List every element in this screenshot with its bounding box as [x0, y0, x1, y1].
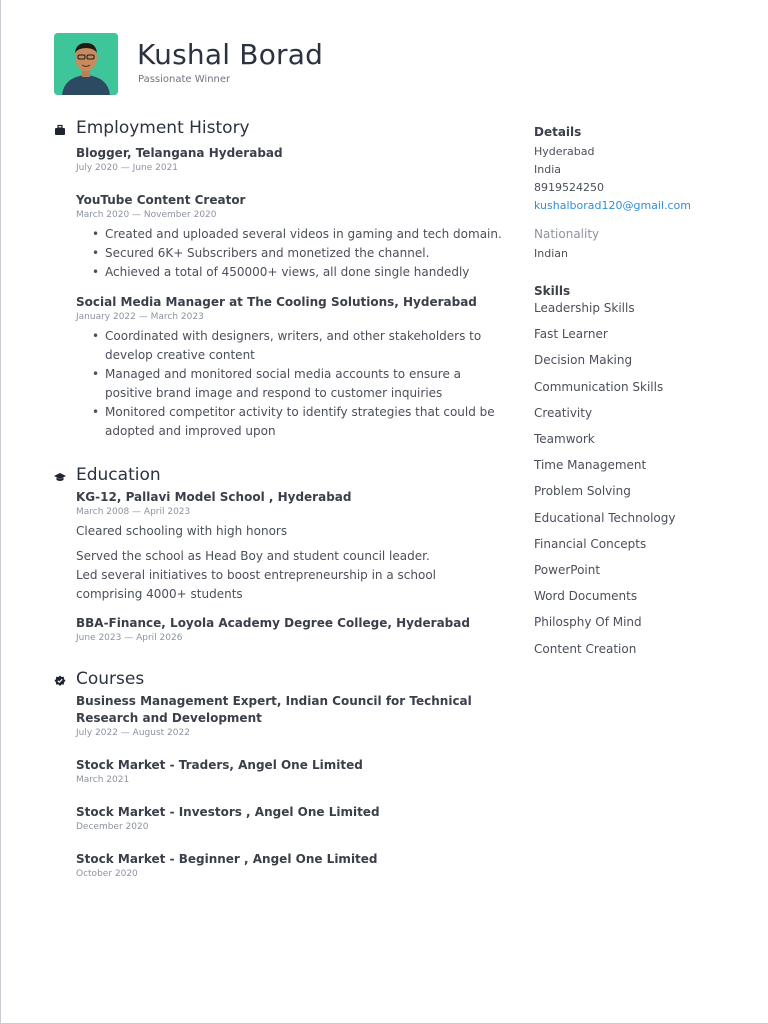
- skill-item: Content Creation: [534, 641, 637, 656]
- bullet-list: [76, 327, 505, 441]
- employment-entry: [76, 294, 514, 441]
- skill-item: Teamwork: [534, 432, 595, 447]
- bullet-item: • Managed and monitored social media accounts to ensure a positive brand image and respond to customer inquiries: [105, 365, 505, 403]
- nationality-label: Nationality: [534, 227, 600, 241]
- avatar: [54, 33, 118, 95]
- employment-entry: [76, 192, 514, 282]
- skill-item: Communication Skills: [534, 379, 664, 394]
- main-column: [54, 118, 514, 881]
- course-entry: [76, 804, 514, 834]
- entry-date: October 2020: [76, 869, 138, 879]
- profile-photo-icon: [54, 33, 118, 95]
- skill-item: Leadership Skills: [534, 301, 635, 315]
- graduation-cap-icon: [54, 471, 66, 483]
- entry-date: March 2008 — April 2023: [76, 507, 191, 517]
- entry-date: July 2020 — June 2021: [76, 163, 179, 173]
- course-entry: [76, 851, 514, 881]
- entry-title: Business Management Expert, Indian Council for Technical Research and Development: [76, 694, 472, 725]
- entry-title: Stock Market - Beginner , Angel One Limited: [76, 852, 378, 866]
- bullet-list: [76, 225, 514, 282]
- resume-tagline: Passionate Winner: [138, 74, 231, 85]
- skills-heading: Skills: [534, 284, 571, 298]
- employment-section: [54, 118, 514, 441]
- section-header: [54, 118, 514, 144]
- nationality-value: Indian: [534, 247, 568, 260]
- entry-date: December 2020: [76, 822, 149, 832]
- side-column: [534, 124, 754, 662]
- details-phone: 8919524250: [534, 181, 604, 194]
- page-edge: [0, 0, 1, 1024]
- details-city: Hyderabad: [534, 145, 595, 158]
- entry-date: July 2022 — August 2022: [76, 728, 190, 738]
- section-title: Employment History: [76, 118, 250, 138]
- bullet-item: • Created and uploaded several videos in gaming and tech domain.: [105, 225, 514, 244]
- details-heading: Details: [534, 125, 582, 139]
- entry-date: March 2020 — November 2020: [76, 210, 217, 220]
- bullet-item: • Secured 6K+ Subscribers and monetized the channel.: [105, 244, 514, 263]
- skill-item: Word Documents: [534, 589, 638, 604]
- course-entry: [76, 757, 514, 787]
- section-title: Education: [76, 465, 161, 485]
- entry-date: March 2021: [76, 775, 130, 785]
- skill-item: Fast Learner: [534, 327, 608, 342]
- entry-text: Led several initiatives to boost entrepreneurship in a school comprising 4000+ students: [76, 568, 436, 601]
- entry-title: KG-12, Pallavi Model School , Hyderabad: [76, 490, 352, 504]
- section-title: Courses: [76, 669, 145, 689]
- badge-icon: [54, 675, 66, 687]
- section-header: [54, 465, 514, 491]
- details-country: India: [534, 163, 561, 176]
- skill-item: Financial Concepts: [534, 536, 647, 551]
- bullet-item: • Coordinated with designers, writers, and other stakeholders to develop creative content: [105, 327, 505, 365]
- email-link[interactable]: kushalborad120@gmail.com: [534, 199, 691, 212]
- bullet-item: • Achieved a total of 450000+ views, all done single handedly: [105, 263, 514, 282]
- entry-title: YouTube Content Creator: [76, 193, 246, 207]
- skill-item: Educational Technology: [534, 510, 676, 525]
- bullet-item: • Monitored competitor activity to identify strategies that could be adopted and improved upon: [105, 403, 505, 441]
- skills-list: [534, 295, 754, 662]
- skill-item: Philosphy Of Mind: [534, 615, 642, 630]
- entry-title: Stock Market - Investors , Angel One Limited: [76, 805, 380, 819]
- entry-date: January 2022 — March 2023: [76, 312, 204, 322]
- resume-name: Kushal Borad: [137, 38, 324, 71]
- education-entry: [76, 489, 514, 604]
- briefcase-icon: [54, 124, 66, 136]
- entry-date: June 2023 — April 2026: [76, 633, 183, 643]
- section-header: [54, 669, 514, 695]
- education-section: [54, 465, 514, 645]
- entry-title: Blogger, Telangana Hyderabad: [76, 146, 283, 160]
- employment-entry: [76, 145, 514, 175]
- entry-title: Social Media Manager at The Cooling Solutions, Hyderabad: [76, 295, 477, 309]
- entry-text: Served the school as Head Boy and student council leader.: [76, 549, 430, 563]
- entry-text: Cleared schooling with high honors: [76, 524, 288, 538]
- courses-section: [54, 669, 514, 881]
- skill-item: Decision Making: [534, 353, 633, 368]
- entry-title: BBA-Finance, Loyola Academy Degree College, Hyderabad: [76, 616, 470, 630]
- skill-item: PowerPoint: [534, 563, 601, 578]
- entry-title: Stock Market - Traders, Angel One Limited: [76, 758, 363, 772]
- course-entry: [76, 693, 476, 740]
- skill-item: Creativity: [534, 405, 593, 420]
- education-entry: [76, 615, 514, 645]
- skill-item: Problem Solving: [534, 484, 631, 499]
- skill-item: Time Management: [534, 458, 647, 473]
